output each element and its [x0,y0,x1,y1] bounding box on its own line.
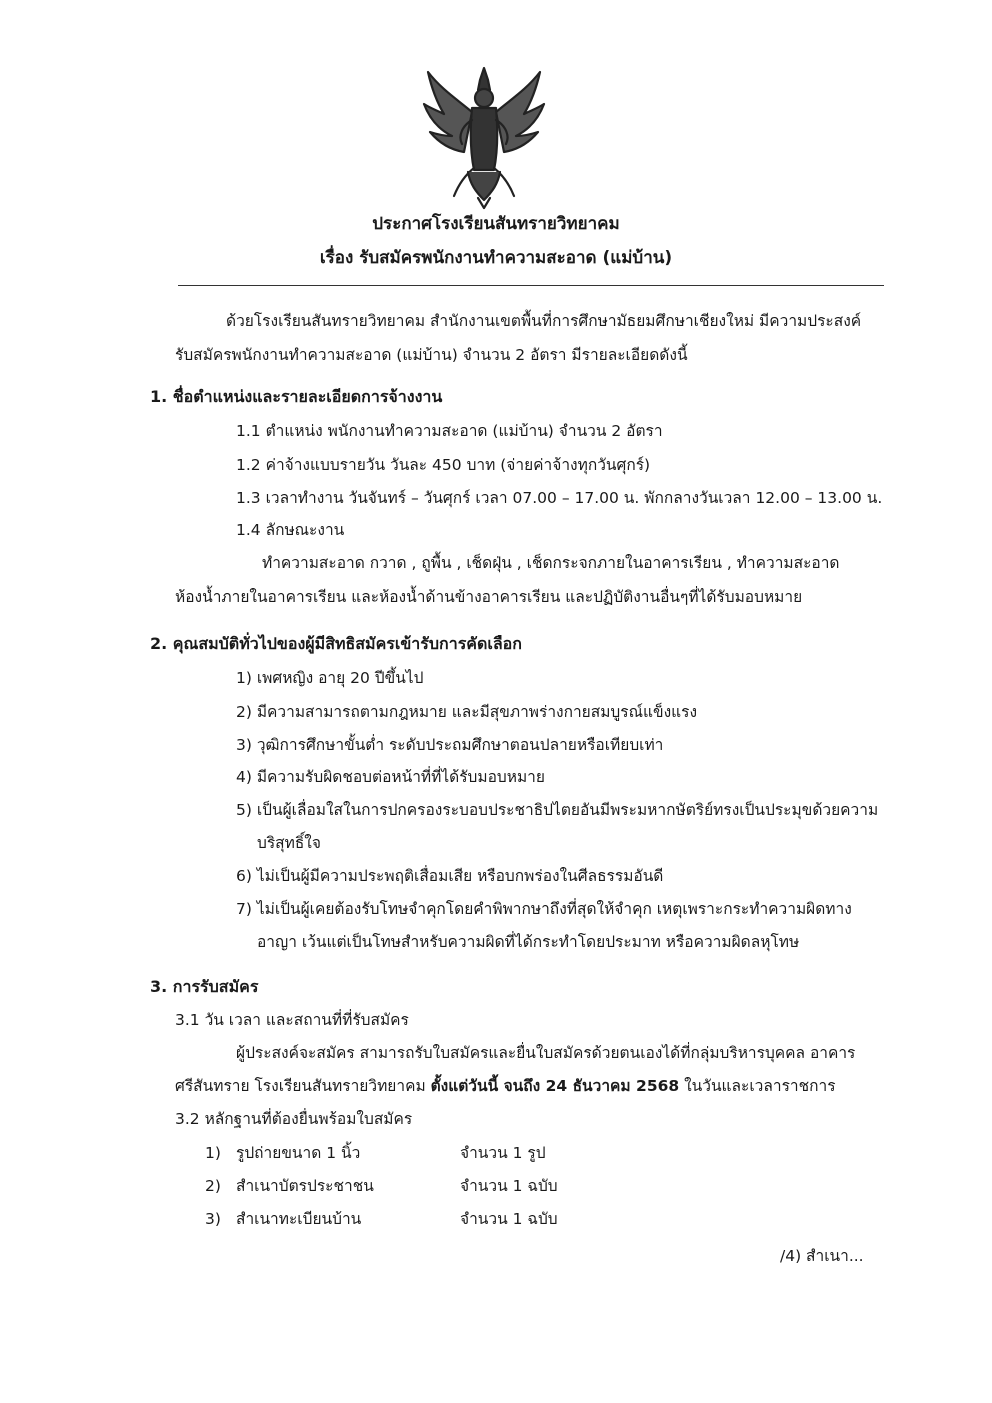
section-3-heading: 3. การรับสมัคร [150,977,259,996]
section-2-item-5: 5) เป็นผู้เลื่อมใสในการปกครองระบอบประชาธิปไตยอันมีพระมหากษัตริย์ทรงเป็นประมุขด้วยความ [236,801,879,819]
section-1-item-2: 1.2 ค่าจ้างแบบรายวัน วันละ 450 บาท (จ่ายค่าจ้างทุกวันศุกร์) [236,456,651,474]
application-period: ตั้งแต่วันนี้ จนถึง 24 ธันวาคม 2568 [430,1077,680,1095]
application-line-1: ผู้ประสงค์จะสมัคร สามารถรับใบสมัครและยื่นใบสมัครด้วยตนเองได้ที่กลุ่มบริหารบุคคล อาคาร [236,1044,856,1062]
doc-1-quantity: จำนวน 1 รูป [460,1144,546,1162]
doc-2-quantity: จำนวน 1 ฉบับ [460,1177,558,1195]
application-hours: ในวันและเวลาราชการ [679,1077,836,1095]
document-title: ประกาศโรงเรียนสันทรายวิทยาคม [372,214,620,234]
application-place: ศรีสันทราย โรงเรียนสันทรายวิทยาคม [175,1077,431,1095]
title-divider [178,285,884,286]
document-subject: เรื่อง รับสมัครพนักงานทำความสะอาด (แม่บ้าน) [319,248,673,268]
section-2-item-1: 1) เพศหญิง อายุ 20 ปีขึ้นไป [236,669,424,687]
section-2-item-2: 2) มีความสามารถตามกฎหมาย และมีสุขภาพร่างกายสมบูรณ์แข็งแรง [236,703,698,721]
garuda-emblem-icon [418,60,550,210]
application-line-2 [175,1076,836,1096]
doc-2-number: 2) [205,1177,221,1195]
section-2-item-5-cont: บริสุทธิ์ใจ [257,834,321,852]
section-1-item-4: 1.4 ลักษณะงาน [236,521,345,539]
section-3-sub-2: 3.2 หลักฐานที่ต้องยื่นพร้อมใบสมัคร [175,1110,413,1128]
doc-3-quantity: จำนวน 1 ฉบับ [460,1210,558,1228]
section-2-item-6: 6) ไม่เป็นผู้มีความประพฤติเสื่อมเสีย หรือบกพร่องในศีลธรรมอันดี [236,867,664,885]
section-2-item-4: 4) มีความรับผิดชอบต่อหน้าที่ที่ได้รับมอบหมาย [236,768,545,786]
doc-1-number: 1) [205,1144,221,1162]
duty-line-2: ห้องน้ำภายในอาคารเรียน และห้องน้ำด้านข้างอาคารเรียน และปฏิบัติงานอื่นๆที่ได้รับมอบหมาย [175,588,803,606]
intro-line-1: ด้วยโรงเรียนสันทรายวิทยาคม สำนักงานเขตพื้นที่การศึกษามัธยมศึกษาเชียงใหม่ มีความประสงค์ [226,312,862,330]
section-1-item-1: 1.1 ตำแหน่ง พนักงานทำความสะอาด (แม่บ้าน) จำนวน 2 อัตรา [236,422,663,440]
section-2-item-7-cont: อาญา เว้นแต่เป็นโทษสำหรับความผิดที่ได้กระทำโดยประมาท หรือความผิดลหุโทษ [257,933,800,951]
doc-1-name: รูปถ่ายขนาด 1 นิ้ว [236,1144,361,1162]
section-2-item-3: 3) วุฒิการศึกษาขั้นต่ำ ระดับประถมศึกษาตอนปลายหรือเทียบเท่า [236,736,664,754]
section-3-sub-1: 3.1 วัน เวลา และสถานที่ที่รับสมัคร [175,1011,409,1029]
doc-3-number: 3) [205,1210,221,1228]
doc-3-name: สำเนาทะเบียนบ้าน [236,1210,362,1228]
section-2-heading: 2. คุณสมบัติทั่วไปของผู้มีสิทธิสมัครเข้ารับการคัดเลือก [150,634,522,653]
section-2-item-7: 7) ไม่เป็นผู้เคยต้องรับโทษจำคุกโดยคำพิพากษาถึงที่สุดให้จำคุก เหตุเพราะกระทำความผิดทาง [236,900,852,918]
section-1-item-3: 1.3 เวลาทำงาน วันจันทร์ – วันศุกร์ เวลา 07.00 – 17.00 น. พักกลางวันเวลา 12.00 – 13.00 น. [236,489,883,507]
duty-line-1: ทำความสะอาด กวาด , ถูพื้น , เช็ดฝุ่น , เช็ดกระจกภายในอาคารเรียน , ทำความสะอาด [262,554,840,572]
intro-line-2: รับสมัครพนักงานทำความสะอาด (แม่บ้าน) จำนวน 2 อัตรา มีรายละเอียดดังนี้ [175,346,688,364]
continued-marker: /4) สำเนา... [780,1247,864,1265]
doc-2-name: สำเนาบัตรประชาชน [236,1177,374,1195]
section-1-heading: 1. ชื่อตำแหน่งและรายละเอียดการจ้างงาน [150,387,443,406]
